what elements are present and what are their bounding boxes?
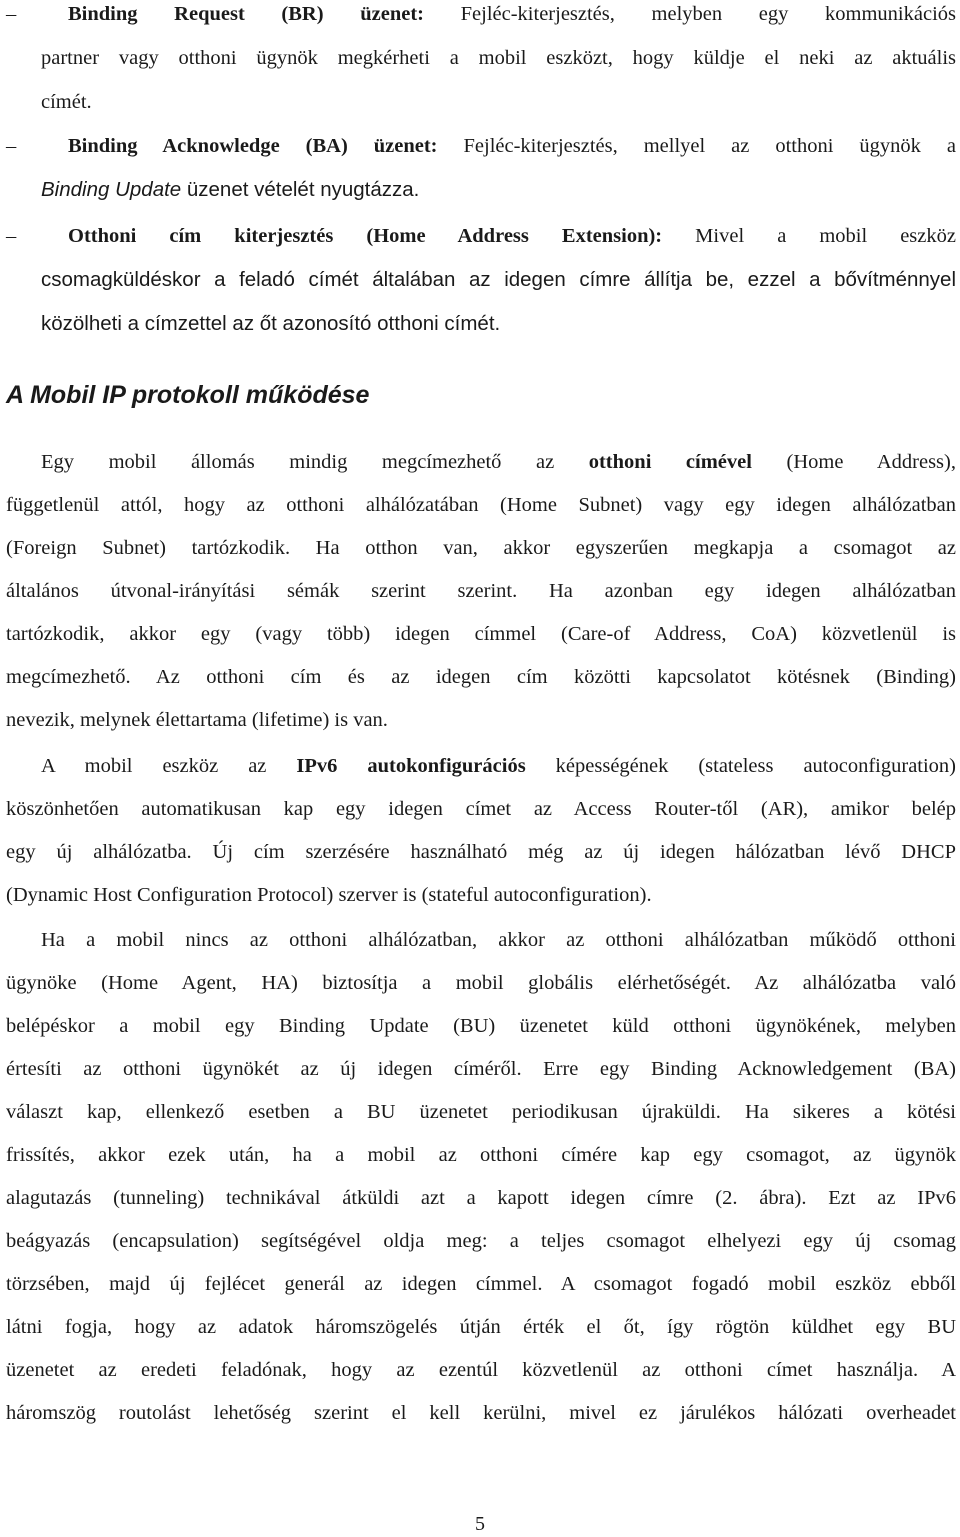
text-line: [6, 1055, 956, 1083]
text-line: [68, 132, 956, 160]
line-text: látni fogja, hogy az adatok háromszögelés útján érték el őt, így rögtön küldhet egy BU: [6, 1316, 956, 1338]
line-text: választ kap, ellenkező esetben a BU üzenetet periodikusan újraküldi. Ha sikeres a kötési: [6, 1101, 956, 1123]
text-line: [6, 534, 956, 562]
line-text: partner vagy otthoni ügynök megkérheti a mobil eszközt, hogy küldje el neki az aktuális: [41, 47, 956, 69]
text-line: [6, 881, 956, 909]
text-line: [6, 1184, 956, 1212]
text-line: [41, 44, 956, 72]
line-text: közölheti a címzettel az őt azonosító otthoni címét.: [41, 312, 501, 335]
line-text: csomagküldéskor a feladó címét általában az idegen címre állítja be, ezzel a bővítménnyel: [41, 268, 956, 291]
bullet-dash: –: [6, 3, 17, 25]
bold-term: Binding Acknowledge (BA) üzenet:: [68, 135, 438, 157]
text-line: [6, 838, 956, 866]
italic-term: Binding Update: [41, 178, 182, 201]
line-text: (Home Address),: [751, 451, 956, 473]
text-line: [41, 448, 956, 476]
line-text: üzenetet az eredeti feladónak, hogy az ezentúl közvetlenül az otthoni címet használja. A: [6, 1359, 956, 1381]
text-line: [6, 663, 956, 691]
line-text: beágyazás (encapsulation) segítségével oldja meg: a teljes csomagot elhelyezi egy új csomag: [6, 1230, 956, 1252]
text-line: [6, 577, 956, 605]
text-line: [6, 1098, 956, 1126]
line-text: alagutazás (tunneling) technikával átküldi azt a kapott idegen címre (2. ábra). Ezt az IPv6: [6, 1187, 956, 1209]
line-text: frissítés, akkor ezek után, ha a mobil az otthoni címére kap egy csomagot, az ügynök: [6, 1144, 956, 1166]
text-line: [68, 0, 956, 28]
section-heading: A Mobil IP protokoll működése: [6, 381, 370, 409]
line-text: (Dynamic Host Configuration Protocol) szerver is (stateful autoconfiguration).: [6, 884, 652, 906]
bold-term: IPv6 autokonfigurációs: [296, 755, 526, 777]
line-text: Mivel a mobil eszköz: [662, 225, 956, 247]
bullet-dash: –: [6, 225, 17, 247]
text-line: [6, 1141, 956, 1169]
text-line: [41, 752, 956, 780]
text-line: [6, 969, 956, 997]
text-line: [41, 176, 956, 204]
line-text: nevezik, melynek élettartama (lifetime) is van.: [6, 709, 388, 731]
line-text: A mobil eszköz az: [41, 755, 297, 777]
line-text: képességének (stateless autoconfiguration): [525, 755, 957, 777]
line-text: általános útvonal-irányítási sémák szerint szerint. Ha azonban egy idegen alhálózatban: [6, 580, 956, 602]
line-text: belépéskor a mobil egy Binding Update (BU) üzenetet küld otthoni ügynökének, melyben: [6, 1015, 956, 1037]
bold-term: Binding Request (BR) üzenet:: [68, 3, 424, 25]
bullet-dash: –: [6, 135, 17, 157]
line-text: Ha a mobil nincs az otthoni alhálózatban, akkor az otthoni alhálózatban működő otthoni: [41, 929, 956, 951]
text-line: [6, 1313, 956, 1341]
text-line: [41, 926, 956, 954]
page-number: 5: [475, 1513, 485, 1535]
line-text: Fejléc-kiterjesztés, melyben egy kommunikációs: [423, 3, 956, 25]
line-text: (Foreign Subnet) tartózkodik. Ha otthon van, akkor egyszerűen megkapja a csomagot az: [6, 537, 956, 559]
line-text: háromszög routolást lehetőség szerint el kell kerülni, mivel ez járulékos hálózati overheadet: [6, 1402, 956, 1424]
line-text: címét.: [41, 91, 92, 113]
text-line: [41, 310, 956, 338]
line-text: köszönhetően automatikusan kap egy idegen címet az Access Router-től (AR), amikor belép: [6, 798, 956, 820]
text-line: [6, 795, 956, 823]
bold-term: otthoni címével: [588, 451, 752, 473]
text-line: [6, 1356, 956, 1384]
line-text: megcímezhető. Az otthoni cím és az idegen cím közötti kapcsolatot kötésnek (Binding): [6, 666, 956, 688]
line-text: üzenet vételét nyugtázza.: [181, 178, 420, 201]
text-line: [6, 1227, 956, 1255]
line-text: Fejléc-kiterjesztés, mellyel az otthoni ügynök a: [437, 135, 956, 157]
line-text: Egy mobil állomás mindig megcímezhető az: [41, 451, 589, 473]
text-line: [6, 706, 956, 734]
text-line: [6, 491, 956, 519]
text-line: [68, 222, 956, 250]
line-text: egy új alhálózatba. Új cím szerzésére használható még az új idegen hálózatban lévő DHCP: [6, 841, 956, 863]
text-line: [6, 620, 956, 648]
text-line: [41, 266, 956, 294]
bold-term: Otthoni cím kiterjesztés (Home Address Extension):: [68, 225, 663, 247]
text-line: [6, 1012, 956, 1040]
line-text: ügynöke (Home Agent, HA) biztosítja a mobil globális elérhetőségét. Az alhálózatba való: [6, 972, 956, 994]
text-line: [6, 1270, 956, 1298]
line-text: függetlenül attól, hogy az otthoni alhálózatában (Home Subnet) vagy egy idegen alhálózatban: [6, 494, 956, 516]
text-line: [6, 1399, 956, 1427]
line-text: értesíti az otthoni ügynökét az új idegen címéről. Erre egy Binding Acknowledgement (BA): [6, 1058, 956, 1080]
line-text: törzsében, majd új fejlécet generál az idegen címmel. A csomagot fogadó mobil eszköz ebből: [6, 1273, 956, 1295]
text-line: [41, 88, 956, 116]
line-text: tartózkodik, akkor egy (vagy több) idegen címmel (Care-of Address, CoA) közvetlenül is: [6, 623, 956, 645]
